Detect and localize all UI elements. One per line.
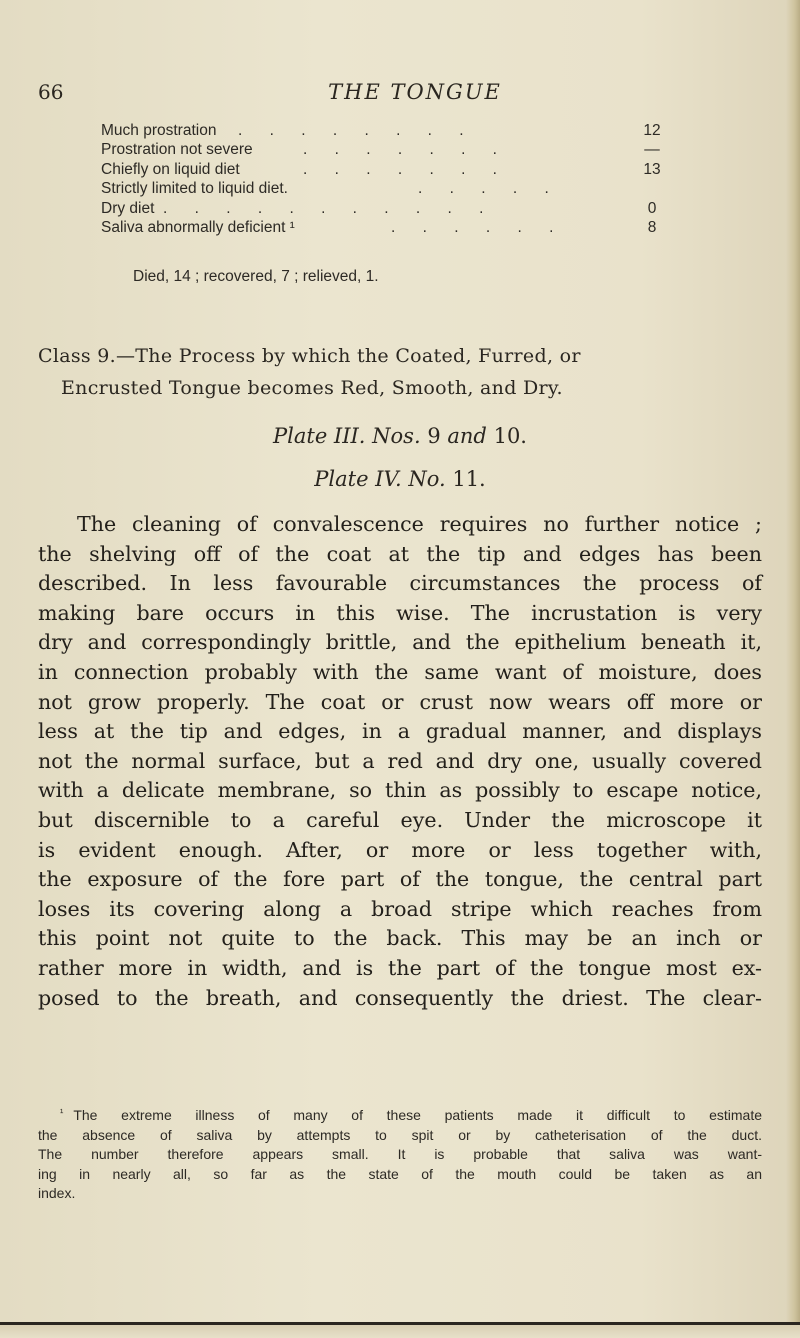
body-line: the exposure of the fore part of the tongue, the central part bbox=[38, 867, 762, 892]
footnote-line bbox=[38, 1104, 762, 1126]
body-line: making bare occurs in this wise. The incrustation is very bbox=[38, 600, 762, 625]
page-edge-shadow bbox=[786, 0, 800, 1338]
plate-number: 10. bbox=[493, 424, 527, 448]
body-line: described. In less favourable circumstances the process of bbox=[38, 571, 762, 596]
body-line: dry and correspondingly brittle, and the epithelium beneath it, bbox=[38, 630, 762, 655]
footnote-line: The number therefore appears small. It is probable that saliva was want- bbox=[38, 1146, 762, 1163]
plate-label: Plate III. Nos. bbox=[273, 424, 421, 448]
bottom-margin bbox=[0, 1325, 800, 1338]
statistics-summary: Died, 14 ; recovered, 7 ; relieved, 1. bbox=[133, 268, 379, 285]
stat-row bbox=[101, 121, 701, 140]
stat-row bbox=[101, 140, 701, 159]
plate-conjunction: and bbox=[447, 424, 487, 448]
stat-label: Saliva abnormally deficient ¹ bbox=[101, 218, 295, 236]
leader-dots: . . . . . bbox=[418, 180, 561, 198]
footnote-line: index. bbox=[38, 1185, 76, 1202]
body-line: with a delicate membrane, so thin as possibly to escape notice, bbox=[38, 778, 762, 803]
stat-label: Prostration not severe bbox=[101, 141, 253, 159]
leader-dots: . . . . . . . . . . . bbox=[163, 199, 495, 217]
stat-value: 0 bbox=[647, 199, 657, 217]
body-paragraph bbox=[38, 510, 762, 1013]
body-line: is evident enough. After, or more or less together with, bbox=[38, 837, 762, 862]
footnote-marker: ¹ bbox=[60, 1108, 64, 1119]
section-heading-line: Class 9.—The Process by which the Coated, Furred, or bbox=[38, 345, 581, 367]
footnote-line: the absence of saliva by attempts to spit or by catheterisation of the duct. bbox=[38, 1126, 762, 1143]
stat-value: 12 bbox=[643, 122, 661, 139]
body-line: the shelving off of the coat at the tip and edges has been bbox=[38, 541, 762, 566]
body-line: not grow properly. The coat or crust now wears off more or bbox=[38, 689, 762, 714]
body-line: The cleaning of convalescence requires no further notice ; bbox=[77, 512, 762, 536]
body-line: loses its covering along a broad stripe which reaches from bbox=[38, 896, 762, 921]
section-heading-line: Encrusted Tongue becomes Red, Smooth, and Dry. bbox=[61, 377, 563, 399]
body-line: this point not quite to the back. This may be an inch or bbox=[38, 926, 762, 951]
stat-value: — bbox=[644, 141, 660, 159]
plate-number: 11. bbox=[452, 467, 486, 491]
footnote-line: ing in nearly all, so far as the state of the mouth could be taken as an bbox=[38, 1165, 762, 1182]
stat-value: 8 bbox=[647, 218, 657, 236]
footnote bbox=[38, 1104, 762, 1204]
plate-reference bbox=[0, 467, 800, 491]
section-heading bbox=[38, 340, 762, 404]
plate-number: 9 bbox=[427, 424, 441, 448]
body-line: less at the tip and edges, in a gradual manner, and displays bbox=[38, 719, 762, 744]
stat-label: Dry diet bbox=[101, 199, 155, 217]
running-head: THE TONGUE bbox=[328, 80, 502, 104]
body-line: but discernible to a careful eye. Under the microscope it bbox=[38, 807, 762, 832]
stat-label: Much prostration bbox=[101, 122, 217, 139]
body-line: rather more in width, and is the part of the tongue most ex- bbox=[38, 955, 762, 980]
stat-value: 13 bbox=[643, 160, 661, 178]
leader-dots: . . . . . . bbox=[391, 218, 565, 236]
body-line: not the normal surface, but a red and dry one, usually covered bbox=[38, 748, 762, 773]
leader-dots: . . . . . . . bbox=[303, 141, 509, 159]
plate-reference bbox=[0, 424, 800, 448]
body-line: in connection probably with the same want of moisture, does bbox=[38, 659, 762, 684]
stat-row bbox=[101, 218, 701, 237]
footnote-text: The extreme illness of many of these patients made it difficult to estimate bbox=[73, 1107, 762, 1123]
body-line: posed to the breath, and consequently the driest. The clear- bbox=[38, 985, 762, 1010]
stat-label: Strictly limited to liquid diet. bbox=[101, 180, 288, 198]
statistics-table bbox=[101, 121, 701, 237]
stat-row bbox=[101, 199, 701, 218]
leader-dots: . . . . . . . . bbox=[238, 122, 476, 139]
stat-label: Chiefly on liquid diet bbox=[101, 160, 240, 178]
plate-label: Plate IV. No. bbox=[314, 467, 446, 491]
stat-row bbox=[101, 179, 701, 198]
page-number: 66 bbox=[38, 80, 64, 104]
leader-dots: . . . . . . . bbox=[303, 160, 509, 178]
stat-row bbox=[101, 160, 701, 179]
